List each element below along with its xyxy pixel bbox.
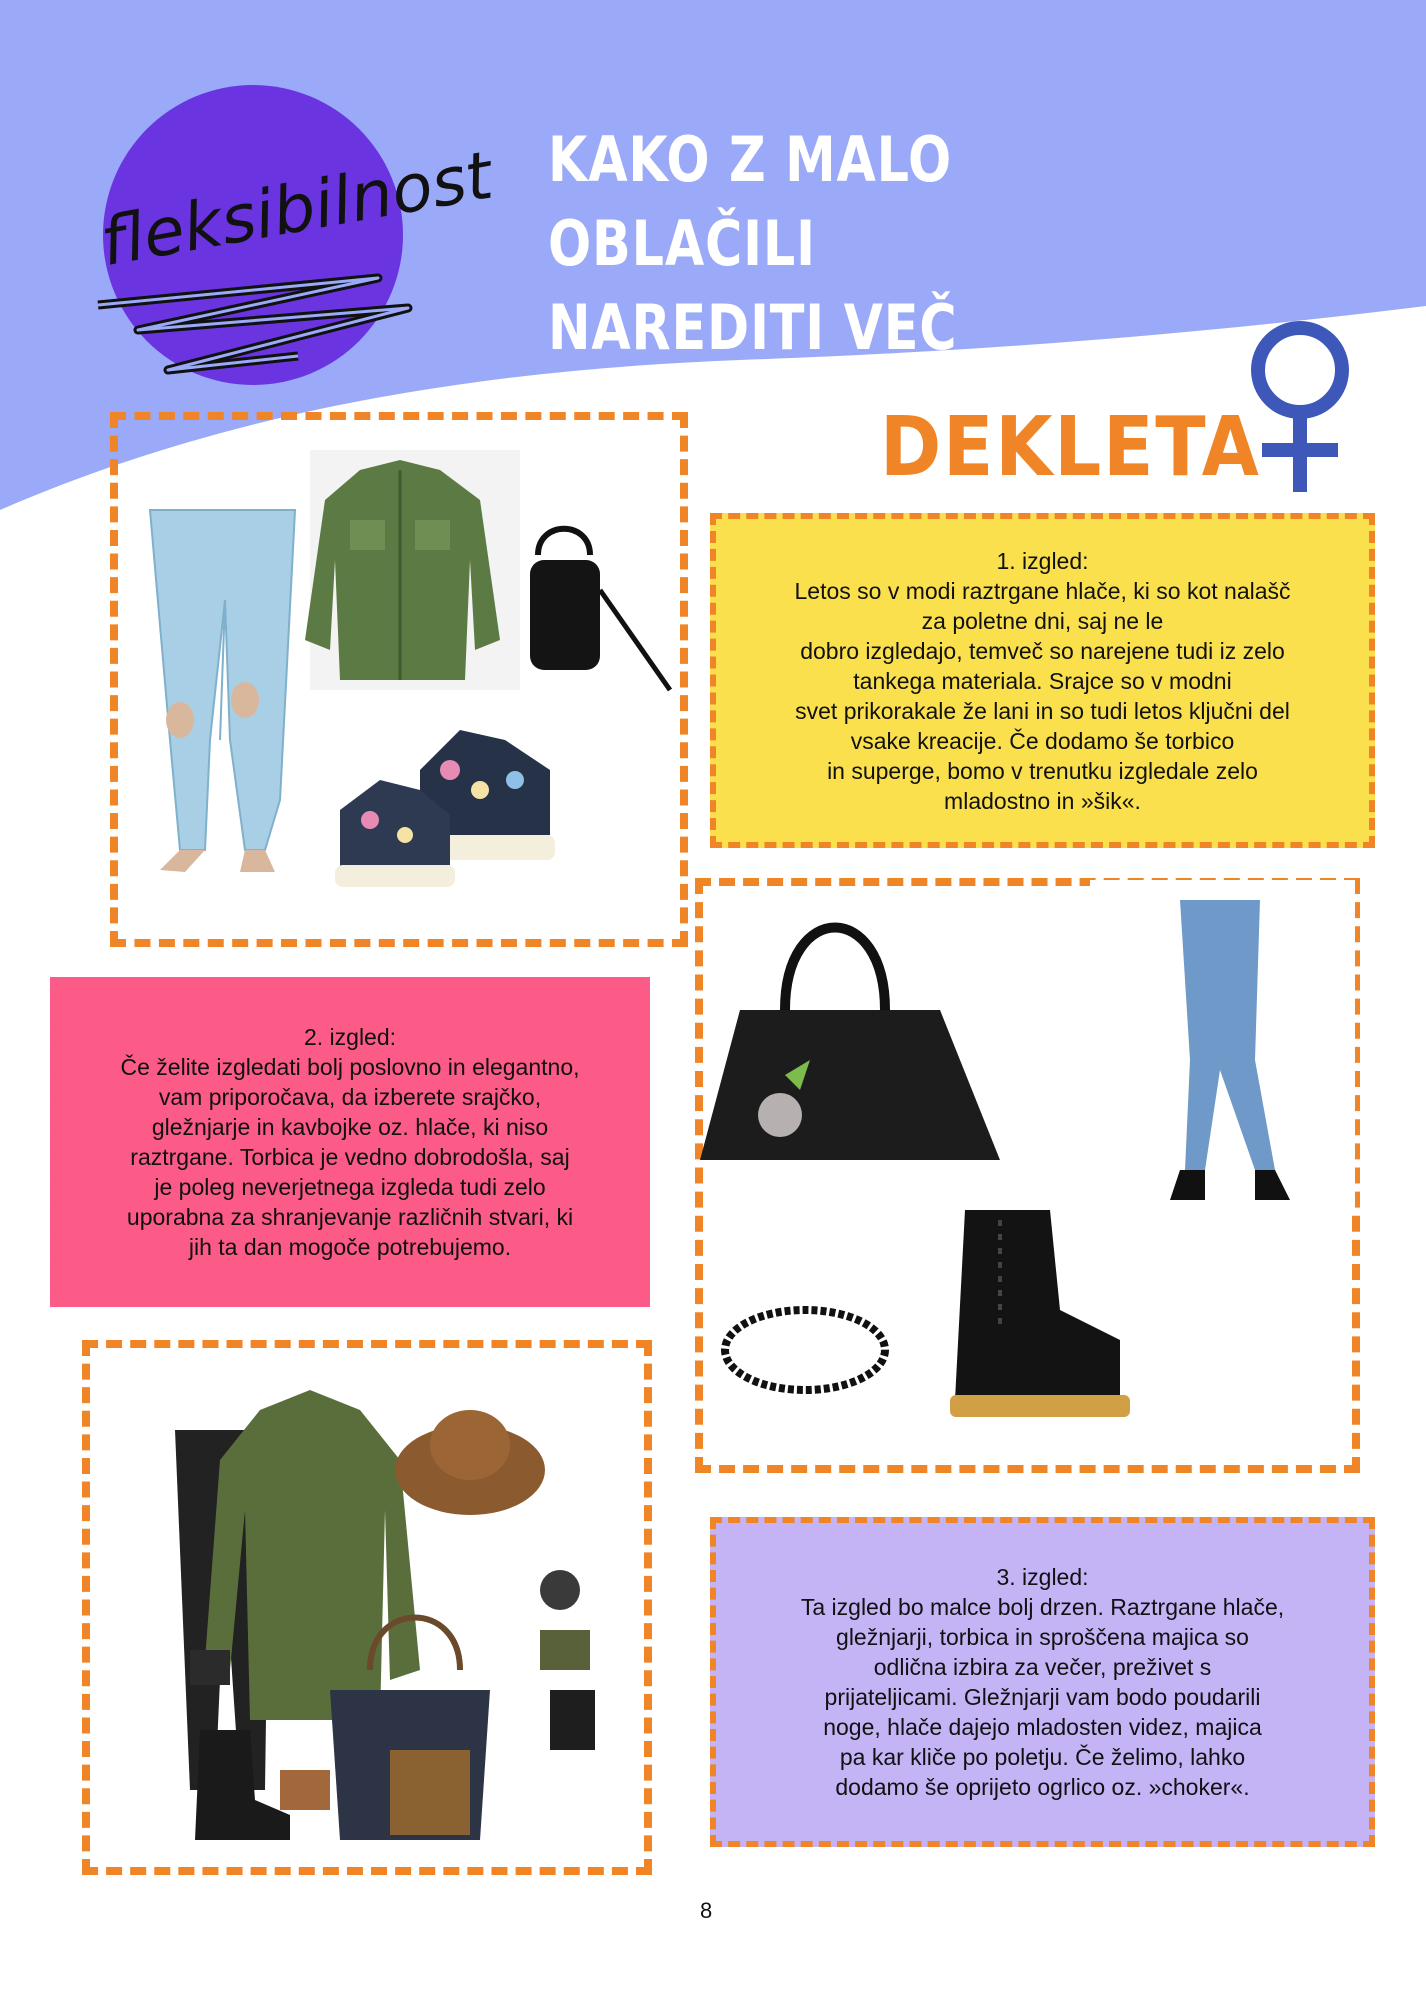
ripped-jeans-icon: [150, 510, 295, 872]
look-2-description: [50, 977, 650, 1307]
backpack-icon: [530, 529, 670, 690]
look-1-line: mladostno in »šik«.: [944, 787, 1141, 814]
look-1-outfit-illustration: [130, 440, 670, 920]
look-1-heading: 1. izgled:: [996, 547, 1089, 574]
look-1-line: svet prikorakale že lani in so tudi letos ključni del: [795, 697, 1290, 724]
look-3-description: [710, 1517, 1375, 1847]
look-2-line: vam priporočava, da izberete srajčko,: [158, 1084, 542, 1110]
look-2-heading: 2. izgled:: [303, 1024, 397, 1050]
look-3-line: noge, hlače dajejo mladosten videz, majica: [823, 1714, 1262, 1740]
look-1-line: in superge, bomo v trenutku izgledale zelo: [827, 757, 1258, 784]
look-3-line: gležnjarji, torbica in sproščena majica so: [836, 1624, 1249, 1650]
look-3-line: odlična izbira za večer, preživet s: [873, 1654, 1212, 1680]
look-2-line: Če želite izgledati bolj poslovno in elegantno,: [120, 1054, 580, 1080]
look-2-outfit-illustration: [700, 880, 1355, 1470]
look-2-line: jih ta dan mogoče potrebujemo.: [188, 1234, 512, 1260]
look-2-line: je poleg neverjetnega izgleda tudi zelo: [154, 1174, 546, 1200]
female-symbol-icon: [1240, 320, 1360, 500]
look-1-line: Letos so v modi raztrgane hlače, ki so kot nalašč: [794, 577, 1291, 604]
look-1-line: vsake kreacije. Če dodamo še torbico: [850, 727, 1235, 754]
look-3-heading: 3. izgled:: [996, 1564, 1089, 1590]
look-3-line: dodamo še oprijeto ogrlico oz. »choker«.: [835, 1774, 1250, 1800]
headline-line-1: KAKO Z MALO OBLAČILI: [548, 123, 953, 280]
look-3-outfit-illustration: [160, 1370, 640, 1860]
ankle-boots-icon: [195, 1730, 290, 1840]
skinny-jeans-icon: [1090, 880, 1355, 1210]
look-2-line: raztrgane. Torbica je vedno dobrodošla, saj: [130, 1144, 570, 1170]
fleksibilnost-logo: [78, 70, 498, 400]
headline-line-2: NAREDITI VEČ IZGLEDOV?: [548, 291, 958, 448]
look-1-line: za poletne dni, saj ne le: [921, 607, 1164, 634]
floral-sneakers-icon: [335, 730, 555, 887]
choker-necklace-icon: [725, 1310, 885, 1390]
look-1-line: tankega materiala. Srajce so v modni: [853, 667, 1232, 694]
green-shirt-icon: [305, 450, 520, 690]
look-2-line: gležnjarje in kavbojke oz. hlače, ki niso: [151, 1114, 549, 1140]
look-1-description: [710, 513, 1375, 848]
logo-word: fleksibilnost: [95, 136, 498, 282]
page-number: 8: [700, 1898, 713, 1923]
look-3-line: Ta izgled bo malce bolj drzen. Raztrgane hlače,: [800, 1594, 1285, 1620]
black-handbag-icon: [700, 928, 1000, 1161]
look-2-line: uporabna za shranjevanje različnih stvari, ki: [126, 1204, 574, 1230]
look-3-line: prijateljicami. Gležnjarji vam bodo poudarili: [824, 1684, 1261, 1710]
look-1-line: dobro izgledajo, temveč so narejene tudi iz zelo: [800, 637, 1285, 664]
hat-icon: [395, 1410, 545, 1515]
look-3-line: pa kar kliče po poletju. Če želimo, lahko: [839, 1744, 1246, 1770]
black-boots-icon: [950, 1210, 1130, 1417]
section-title: DEKLETA: [880, 400, 1261, 495]
